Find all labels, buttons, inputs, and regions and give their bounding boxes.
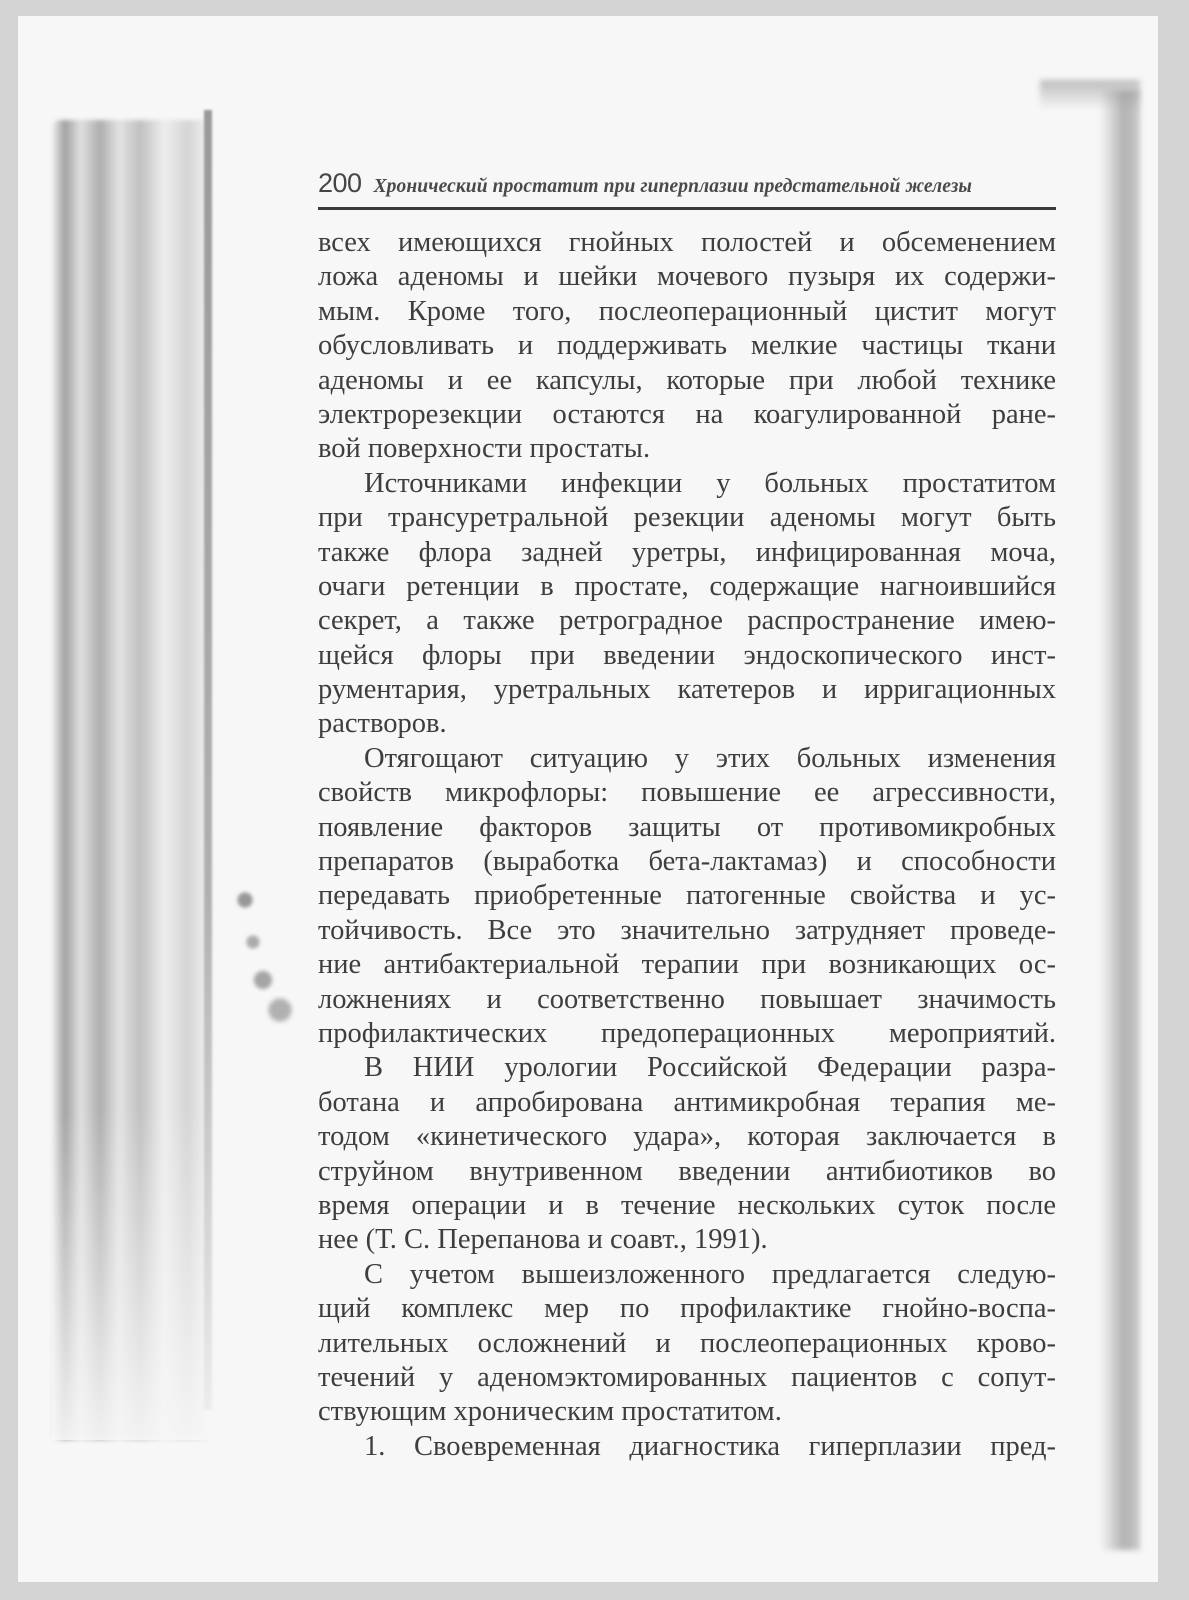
text-line: лительных осложнений и послеоперационных крово- xyxy=(318,1327,1056,1359)
text-line: ложа аденомы и шейки мочевого пузыря их содержи- xyxy=(318,261,1056,293)
text-line: также флора задней уретры, инфицированная моча, xyxy=(318,536,1056,568)
text-line: аденомы и ее капсулы, которые при любой технике xyxy=(318,364,1056,396)
paragraph-end-line: растворов. xyxy=(318,708,447,740)
text-line: время операции и в течение нескольких суток после xyxy=(318,1189,1056,1221)
text-line: тодом «кинетического удара», которая заключается в xyxy=(318,1121,1056,1153)
text-line: секрет, а также ретроградное распространение имею- xyxy=(318,605,1056,637)
text-line: всех имеющихся гнойных полостей и обсеменением xyxy=(318,227,1056,258)
text-line: рументария, уретральных катетеров и ирригационных xyxy=(318,674,1056,706)
paragraph-first-line: В НИИ урологии Российской Федерации разра- xyxy=(364,1052,1056,1084)
text-line: щий комплекс мер по профилактике гнойно-воспа- xyxy=(318,1293,1056,1325)
text-line: обусловливать и поддерживать мелкие частицы ткани xyxy=(318,330,1056,362)
text-line: тойчивость. Все это значительно затрудняет проведе- xyxy=(318,914,1056,946)
page-number: 200 xyxy=(318,168,362,198)
book-edge-fade xyxy=(52,120,212,1440)
text-line: появление факторов защиты от противомикробных xyxy=(318,811,1056,843)
book-page xyxy=(318,168,1056,1464)
text-line: ние антибактериальной терапии при возникающих ос- xyxy=(318,949,1056,981)
text-line: струйном внутривенном введении антибиотиков во xyxy=(318,1155,1056,1187)
paragraph-first-line: Отягощают ситуацию у этих больных изменения xyxy=(364,742,1056,774)
text-line: течений у аденомэктомированных пациентов с сопут- xyxy=(318,1361,1056,1393)
list-item-line: 1. Своевременная диагностика гиперплазии пред- xyxy=(364,1430,1056,1462)
top-corner-shadow xyxy=(1040,80,1140,110)
text-line: очаги ретенции в простате, содержащие нагноившийся xyxy=(318,570,1056,602)
text-line: свойств микрофлоры: повышение ее агрессивности, xyxy=(318,777,1056,809)
text-line: ложнениях и соответственно повышает значимость xyxy=(318,983,1056,1015)
text-line: электрорезекции остаются на коагулированной ране- xyxy=(318,398,1056,430)
right-edge-shadow xyxy=(1100,90,1140,1550)
paragraph-end-line: вой поверхности простаты. xyxy=(318,433,651,465)
paragraph-end-line: нее (Т. С. Перепанова и соавт., 1991). xyxy=(318,1224,768,1256)
paragraph-end-line: профилактических предоперационных мероприятий. xyxy=(318,1017,1056,1049)
text-line: передавать приобретенные патогенные свойства и ус- xyxy=(318,880,1056,912)
spine-shadow xyxy=(204,110,212,1410)
text-line: мым. Кроме того, послеоперационный цистит могут xyxy=(318,295,1056,327)
text-line: ботана и апробирована антимикробная терапия ме- xyxy=(318,1086,1056,1118)
paragraph-first-line: С учетом вышеизложенного предлагается следую- xyxy=(364,1258,1056,1290)
ink-smudge xyxy=(225,880,305,1040)
paragraph-first-line: Источниками инфекции у больных простатитом xyxy=(364,467,1056,499)
body-text xyxy=(318,226,1056,1464)
running-title: Хронический простатит при гиперплазии предстательной железы xyxy=(373,176,973,197)
running-head xyxy=(318,168,1056,210)
text-line: при трансуретральной резекции аденомы могут быть xyxy=(318,502,1056,534)
paragraph-end-line: ствующим хроническим простатитом. xyxy=(318,1396,782,1428)
text-line: препаратов (выработка бета-лактамаз) и способности xyxy=(318,846,1056,878)
text-line: щейся флоры при введении эндоскопического инст- xyxy=(318,639,1056,671)
